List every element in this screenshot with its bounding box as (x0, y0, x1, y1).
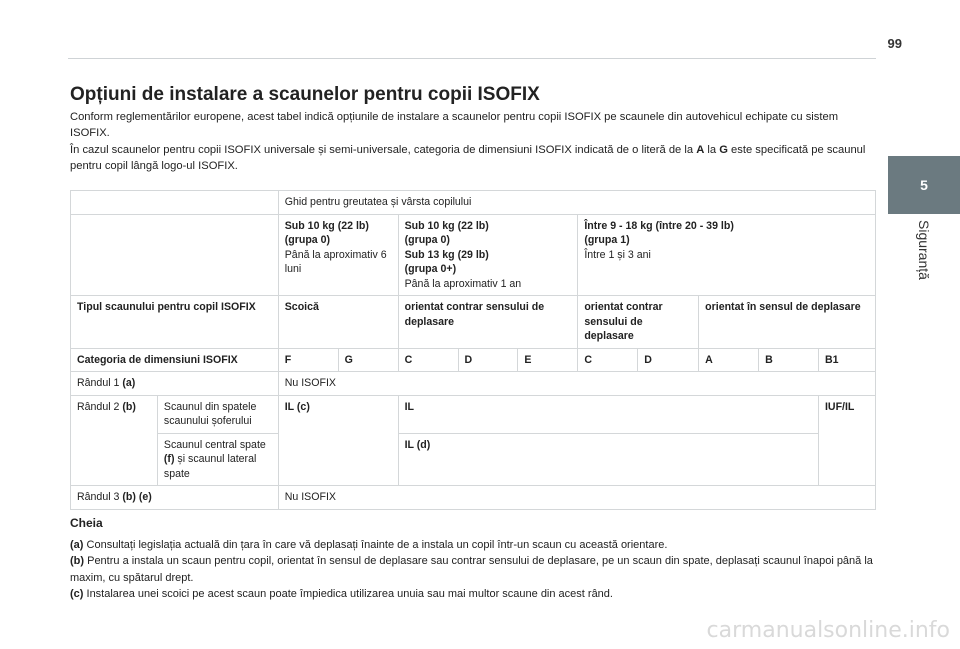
row-value: IUF/IL (818, 395, 875, 486)
group-cell: Sub 10 kg (22 lb) (grupa 0) Sub 13 kg (29 lb) (grupa 0+) Până la aproximativ 1 an (398, 214, 578, 296)
size-cell: E (518, 348, 578, 372)
table-row (71, 348, 876, 372)
table-row (71, 296, 876, 349)
header-divider (68, 58, 876, 59)
intro-paragraph-1: Conform reglementărilor europene, acest tabel indică opțiunile de instalare a scaunelor pentru copii ISOFIX pe scaunele din autovehicul echipate cu sistem ISOFIX. (70, 111, 839, 140)
table-row (71, 214, 876, 296)
size-cell: D (638, 348, 699, 372)
size-cell: G (338, 348, 398, 372)
size-cell: C (398, 348, 458, 372)
size-cell: C (578, 348, 638, 372)
seat-type-cell: orientat contrar sensului de deplasare (578, 296, 699, 349)
row-value: IL (398, 395, 818, 433)
legend-item: (c) Instalarea unei scoici pe acest scaun poate împiedica utilizarea unuia sau mai multor scaune din acest rând. (70, 587, 613, 600)
row-label: Rândul 2 (b) (71, 395, 158, 486)
page-title: Opțiuni de instalare a scaunelor pentru copii ISOFIX (70, 84, 540, 105)
intro-paragraph-2: În cazul scaunelor pentru copii ISOFIX universale și semi-universale, categoria de dimensiuni ISOFIX indicată de o literă de la A la G este specificată pe scaunul pentru copil lângă logo-ul ISOFIX. (70, 143, 866, 173)
row-value: IL (c) (278, 395, 398, 486)
group-cell: Sub 10 kg (22 lb) (grupa 0) Până la aproximativ 6 luni (278, 214, 398, 296)
watermark: carmanualsonline.info (706, 618, 950, 643)
seat-type-cell: Scoică (278, 296, 398, 349)
row-value: IL (d) (398, 433, 818, 486)
legend (70, 515, 880, 602)
row-label: Rândul 3 (b) (e) (71, 486, 279, 510)
size-cell: F (278, 348, 338, 372)
size-cell: B (759, 348, 819, 372)
table-row (71, 433, 876, 486)
chapter-side-label (888, 214, 960, 334)
size-cell: D (458, 348, 518, 372)
table-row (71, 486, 876, 510)
group-cell: Între 9 - 18 kg (între 20 - 39 lb) (grupa 1) Între 1 și 3 ani (578, 214, 876, 296)
size-cell: B1 (818, 348, 875, 372)
size-category-label: Categoria de dimensiuni ISOFIX (71, 348, 279, 372)
table-row (71, 372, 876, 396)
legend-item: (b) Pentru a instala un scaun pentru copil, orientat în sensul de deplasare sau contrar sensului de deplasare, pe un scaun din spate, deplasați scaunul înapoi până la maxim, cu spătarul drept. (70, 555, 873, 584)
chapter-title: Siguranță (916, 220, 932, 280)
seat-position: Scaunul din spatele scaunului șoferului (157, 395, 278, 433)
legend-title: Cheia (70, 516, 103, 530)
table-row (71, 395, 876, 433)
seat-type-cell: orientat contrar sensului de deplasare (398, 296, 578, 349)
seat-type-cell: orientat în sensul de deplasare (699, 296, 876, 349)
seat-type-label: Tipul scaunului pentru copil ISOFIX (71, 296, 279, 349)
page-number: 99 (887, 36, 902, 51)
seat-position: Scaunul central spate (f) și scaunul lateral spate (157, 433, 278, 486)
weight-guide-header: Ghid pentru greutatea și vârsta copilului (278, 191, 875, 215)
intro-text (70, 109, 870, 175)
row-value: Nu ISOFIX (278, 372, 875, 396)
size-cell: A (699, 348, 759, 372)
legend-item: (a) Consultați legislația actuală din țara în care vă deplasați înainte de a instala un copil într-un scaun cu această orientare. (70, 539, 668, 552)
row-value: Nu ISOFIX (278, 486, 875, 510)
row-label: Rândul 1 (a) (71, 372, 279, 396)
table-row (71, 191, 876, 215)
chapter-tab[interactable]: 5 (888, 156, 960, 214)
isofix-table (70, 190, 876, 510)
